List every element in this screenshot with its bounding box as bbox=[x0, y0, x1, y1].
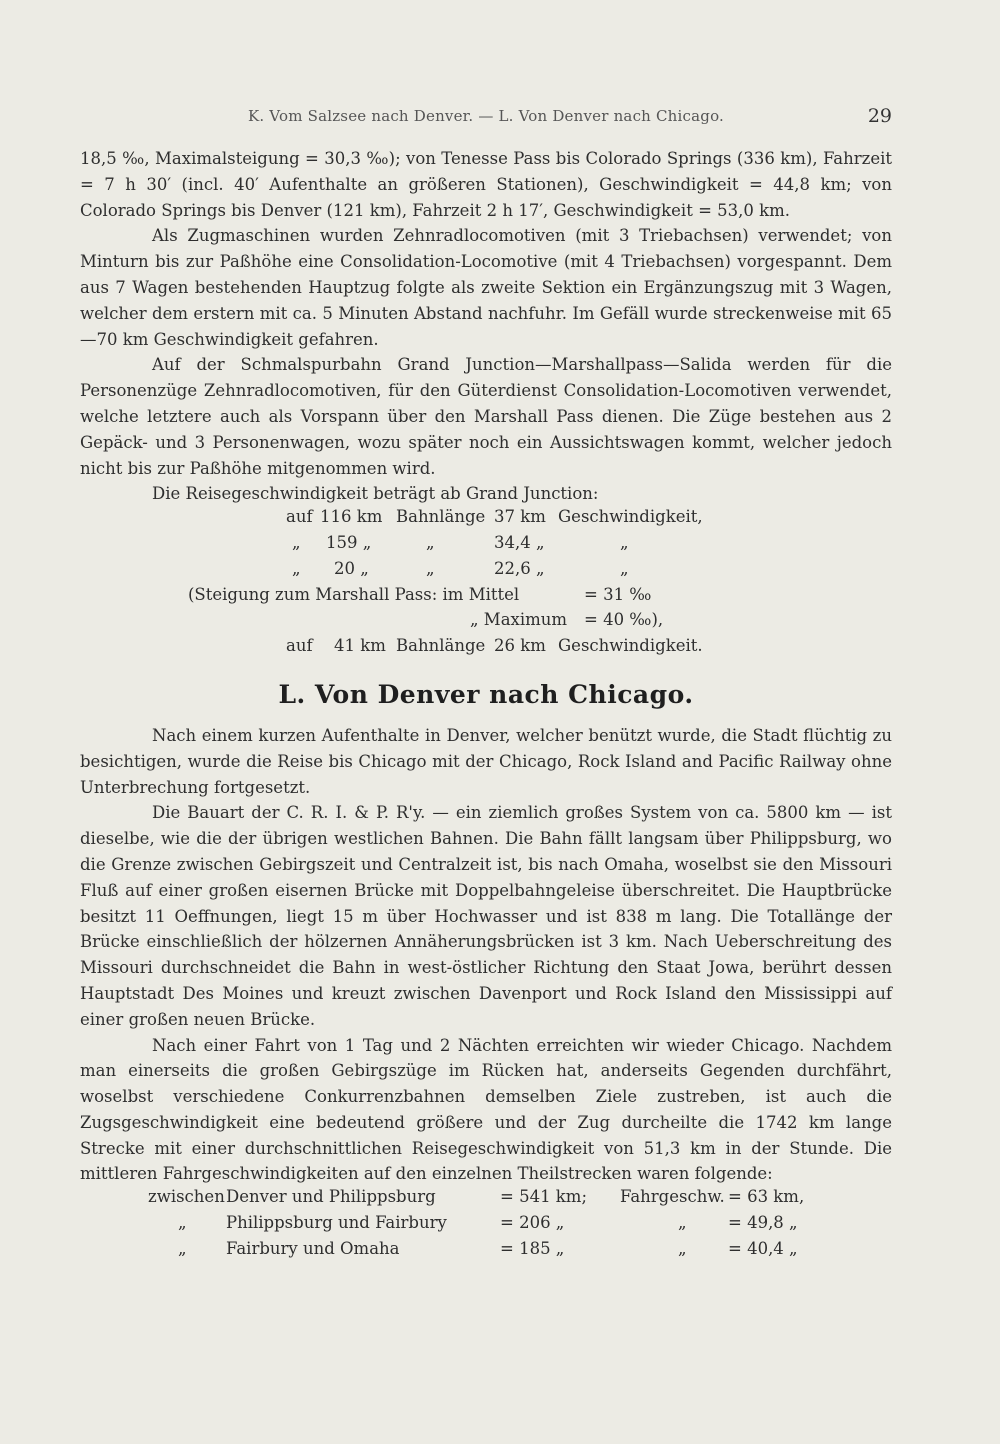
paragraph-speed-intro: Die Reisegeschwindigkeit beträgt ab Grand Junction: bbox=[152, 484, 599, 504]
paragraph-locomotives: Als Zugmaschinen wurden Zehnradlocomotiven (mit 3 Triebachsen) verwendet; von Minturn bis zur Paßhöhe eine Consolidation-Locomotive (mit 4 Triebachsen) vorgespannt. Dem aus 7 Wagen bestehenden Hauptzug folgte als zweite Sektion ein Ergänzungszug mit 3 Wagen, welcher dem erstern mit ca. 5 Minuten Abstand nachfuhr. Im Gefäll wurde streckenweise mit 65—70 km Geschwindigkeit gefahren. bbox=[80, 226, 892, 349]
steigung-row: „ Maximum = 40 ‰), bbox=[470, 610, 664, 630]
route-table-row: „ Fairbury und Omaha = 185 „ „ = 40,4 „ bbox=[178, 1238, 798, 1258]
page-number: 29 bbox=[867, 105, 892, 127]
speed-table-row: „ 20 „ „ 22,6 „ „ bbox=[292, 558, 629, 578]
route-table bbox=[80, 1187, 892, 1264]
steigung-row: (Steigung zum Marshall Pass: im Mittel = 31 ‰ bbox=[188, 584, 652, 604]
paragraph-railway-construction: Die Bauart der C. R. I. & P. R'y. — ein ziemlich großes System von ca. 5800 km — ist dieselbe, wie die der übrigen westlichen Bahnen. Die Bahn fällt langsam über Philippsburg, wo die Grenze zwischen Gebirgszeit und Centralzeit ist, bis nach Omaha, woselbst sie den Missouri Fluß auf einer großen eisernen Brücke mit Doppelbahngeleise überschreitet. Die Hauptbrücke besitzt 11 Oeffnungen, liegt 15 m über Hochwasser und ist 838 m lang. Die Totallänge der Brücke einschließlich der hölzernen Annäherungsbrücken ist 3 km. Nach Ueberschreitung des Missouri durchschneidet die Bahn in west-östlicher Richtung den Staat Jowa, berührt dessen Hauptstadt Des Moines und kreuzt zwischen Davenport und Rock Island den Mississippi auf einer großen neuen Brücke. bbox=[80, 803, 892, 1029]
running-head: K. Vom Salzsee nach Denver. — L. Von Denver nach Chicago. bbox=[247, 107, 725, 125]
route-table-row: zwischen Denver und Philippsburg = 541 km; Fahrgeschw. = 63 km, bbox=[148, 1187, 805, 1207]
paragraph-arrival-chicago: Nach einer Fahrt von 1 Tag und 2 Nächten erreichten wir wieder Chicago. Nachdem man einerseits die großen Gebirgszüge im Rücken hat, anderseits Gegenden durchfährt, woselbst verschiedene Conkurrenzbahnen demselben Ziele zustreben, ist auch die Zugsgeschwindigkeit eine bedeutend größere und der Zug durcheilte die 1742 km lange Strecke mit einer durchschnittlichen Reisegeschwindigkeit von 51,3 km in der Stunde. Die mittleren Fahrgeschwindigkeiten auf den einzelnen Theilstrecken waren folgende: bbox=[80, 1035, 892, 1184]
speed-table-row: auf 116 km Bahnlänge 37 km Geschwindigkeit, bbox=[286, 507, 703, 527]
page-header bbox=[80, 107, 892, 129]
section-heading: L. Von Denver nach Chicago. bbox=[278, 679, 694, 709]
speed-table-row: „ 159 „ „ 34,4 „ „ bbox=[292, 532, 629, 552]
speed-table-row-final: auf 41 km Bahnlänge 26 km Geschwindigkeit. bbox=[286, 636, 703, 656]
paragraph-narrow-gauge: Auf der Schmalspurbahn Grand Junction—Marshallpass—Salida werden für die Personenzüge Zehnradlocomotiven, für den Güterdienst Consolidation-Locomotiven verwendet, welche letztere auch als Vorspann über den Marshall Pass dienen. Die Züge bestehen aus 2 Gepäck- und 3 Personenwagen, wozu später noch ein Aussichtswagen kommt, welcher jedoch nicht bis zur Paßhöhe mitgenommen wird. bbox=[80, 355, 892, 478]
speed-table bbox=[80, 507, 892, 662]
page-body bbox=[80, 146, 892, 1265]
paragraph-continued: 18,5 ‰, Maximalsteigung = 30,3 ‰); von Tenesse Pass bis Colorado Springs (336 km), Fahrzeit = 7 h 30′ (incl. 40′ Aufenthalte an größeren Stationen), Geschwindigkeit = 44,8 km; von Colorado Springs bis Denver (121 km), Fahrzeit 2 h 17′, Geschwindigkeit = 53,0 km. bbox=[80, 149, 892, 220]
route-table-row: „ Philippsburg und Fairbury = 206 „ „ = 49,8 „ bbox=[178, 1213, 798, 1233]
paragraph-denver: Nach einem kurzen Aufenthalte in Denver, welcher benützt wurde, die Stadt flüchtig zu besichtigen, wurde die Reise bis Chicago mit der Chicago, Rock Island and Pacific Railway ohne Unterbrechung fortgesetzt. bbox=[80, 725, 892, 797]
